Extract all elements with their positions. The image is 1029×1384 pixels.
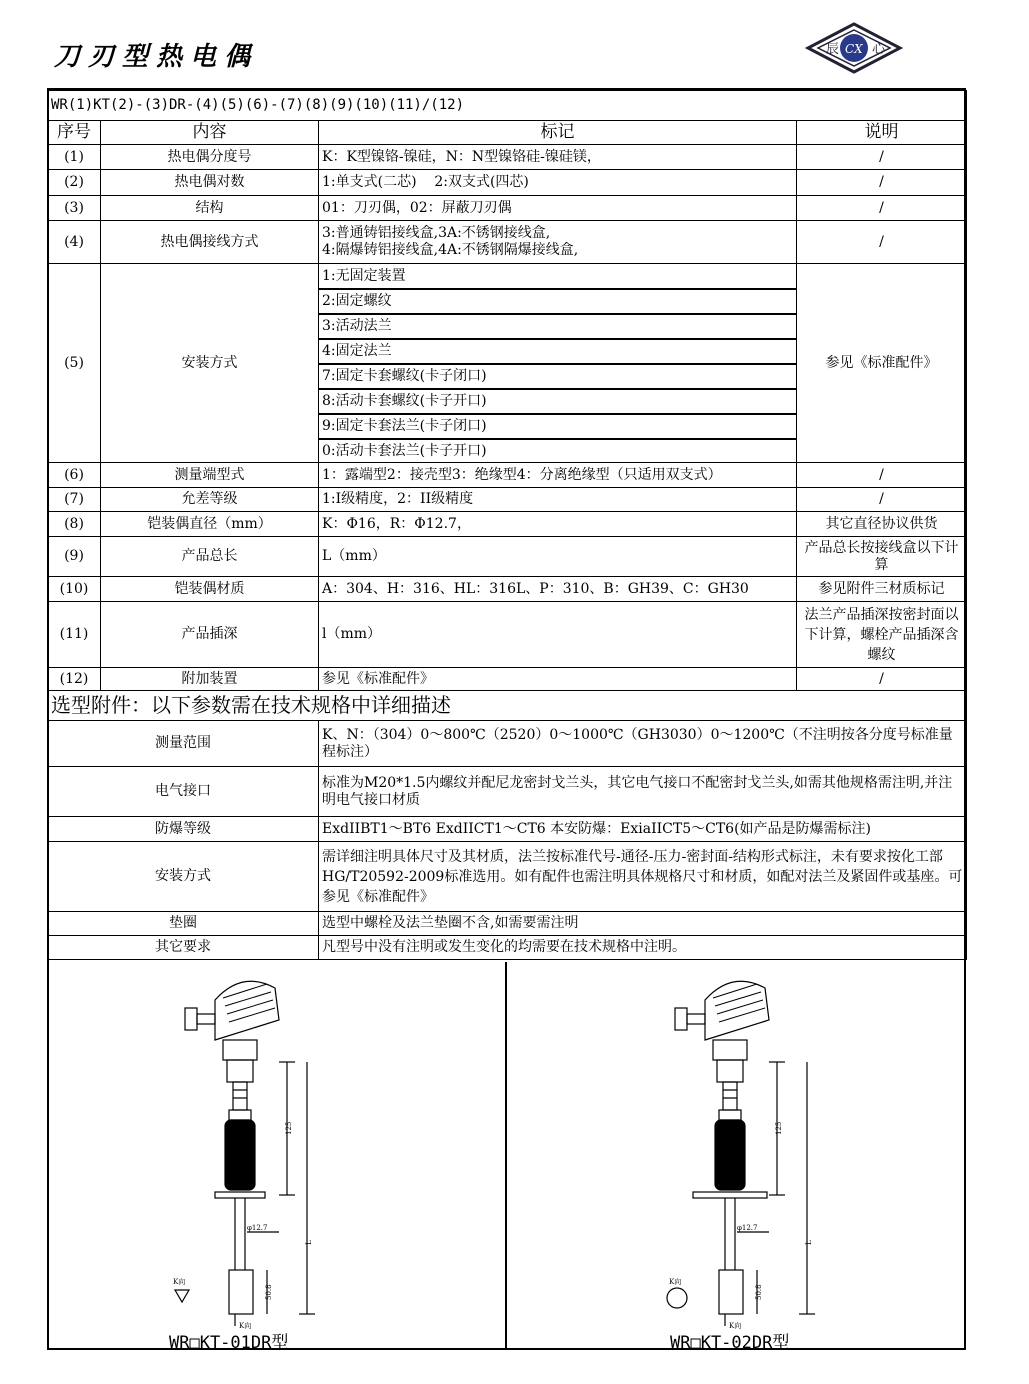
col-header-mark: 标记 [319,121,797,145]
row-mark: K：Φ16，R：Φ12.7， [319,512,797,537]
row-mark: L（mm） [319,537,797,577]
row-content: 允差等级 [101,488,319,512]
row-content: 测量端型式 [101,463,319,488]
drawings-panel [47,962,966,1353]
row-mark: 1:单支式(二芯) 2:双支式(四芯) [319,170,797,196]
mount-option: 8:活动卡套螺纹(卡子开口) [319,390,796,415]
acc-text: 需详细注明具体尺寸及其材质，法兰按标准代号-通径-压力-密封面-结构形式标注，未有要求按化工部HG/T20592-2009标准选用。如有配件也需注明具体规格尺寸和材质，如配对法兰及紧固件或基座。可参见《标准配件》 [319,842,967,912]
acc-label: 测量范围 [48,721,319,767]
flange [693,1192,767,1198]
row-no: (7) [48,488,101,512]
row-content: 安装方式 [101,264,319,463]
dim-l-label: L [305,1240,313,1245]
dim-phi-label: φ12.7 [247,1224,268,1232]
mark-line: 3:普通铸铝接线盒,3A:不锈钢接线盒, [322,225,551,241]
row-no: (6) [48,463,101,488]
acc-label: 其它要求 [48,936,319,960]
row-mark: l（mm） [319,602,797,668]
brand-logo [804,20,904,76]
row-no: (1) [48,145,101,170]
row-mark [319,221,797,264]
acc-text: ExdIIBT1～BT6 ExdIICT1～CT6 本安防爆：ExiaIICT5～CT6(如产品是防爆需标注) [319,817,967,842]
col-header-note: 说明 [797,121,967,145]
selection-table [47,90,967,960]
row-content: 铠装偶直径（mm） [101,512,319,537]
row-mark: 参见《标准配件》 [319,668,797,691]
accessories-title: 选型附件：以下参数需在技术规格中详细描述 [48,691,967,721]
row-note: / [797,145,967,170]
acc-text: 标准为M20*1.5内螺纹并配尼龙密封戈兰头，其它电气接口不配密封戈兰头,如需其他规格需注明,并注明电气接口材质 [319,767,967,817]
spring-section [225,1120,255,1190]
drawing-01dr [167,970,327,1330]
k-dir-label: K向 [669,1278,682,1286]
row-content: 产品插深 [101,602,319,668]
acc-label: 垫圈 [48,912,319,936]
k-view-marker [175,1290,189,1302]
acc-label: 防爆等级 [48,817,319,842]
row-no: (9) [48,537,101,577]
row-note: / [797,463,967,488]
mount-option: 2:固定螺纹 [319,290,796,315]
row-note: 法兰产品插深按密封面以下计算，螺栓产品插深含螺纹 [797,602,967,668]
row-content: 铠装偶材质 [101,577,319,602]
acc-text: 凡型号中没有注明或发生变化的均需要在技术规格中注明。 [319,936,967,960]
row-content: 附加装置 [101,668,319,691]
row-no: (5) [48,264,101,463]
flange [215,1192,265,1198]
row-mark [319,264,797,463]
dim-508-label: 50.8 [265,1284,273,1300]
row-content: 热电偶对数 [101,170,319,196]
drawings-divider [505,962,507,1350]
row-mark: K：K型镍铬-镍硅，N：N型镍铬硅-镍硅镁， [319,145,797,170]
k-view-marker [667,1288,687,1308]
logo-right-char: 心 [872,42,886,57]
row-note: 参见附件三材质标记 [797,577,967,602]
dim-508-label: 50.8 [755,1284,763,1300]
row-mark: A：304、H：316、HL：316L、P：310、B：GH39、C：GH30 [319,577,797,602]
drawing-02dr [657,970,827,1330]
row-content: 热电偶分度号 [101,145,319,170]
row-note: / [797,221,967,264]
row-no: (4) [48,221,101,264]
row-no: (10) [48,577,101,602]
mount-option: 3:活动法兰 [319,315,796,340]
spring-section [715,1120,745,1190]
logo-left-char: 辰 [826,42,840,57]
row-no: (11) [48,602,101,668]
row-note: / [797,668,967,691]
row-no: (8) [48,512,101,537]
mount-option: 0:活动卡套法兰(卡子开口) [322,443,487,459]
row-note: / [797,170,967,196]
row-note: / [797,488,967,512]
row-note: 参见《标准配件》 [797,264,967,463]
mount-option: 9:固定卡套法兰(卡子闭口) [319,415,796,440]
col-header-no: 序号 [48,121,101,145]
dim-phi-label: φ12.7 [737,1224,758,1232]
drawing-caption-01: WR□KT-01DR型 [169,1333,289,1353]
page-title: 刀刃型热电偶 [54,42,259,72]
row-no: (3) [48,196,101,221]
row-mark: 1:I级精度，2：II级精度 [319,488,797,512]
k-dir-bottom-label: K向 [239,1322,252,1330]
k-dir-bottom-label: K向 [729,1322,742,1330]
model-code: WR(1)KT(2)-(3)DR-(4)(5)(6)-(7)(8)(9)(10)(11)/(12) [48,91,967,121]
mount-option: 7:固定卡套螺纹(卡子闭口) [319,365,796,390]
row-content: 产品总长 [101,537,319,577]
acc-label: 安装方式 [48,842,319,912]
row-no: (12) [48,668,101,691]
row-note: 产品总长按接线盒以下计算 [797,537,967,577]
row-content: 结构 [101,196,319,221]
logo-mid-text: CX [845,42,863,56]
acc-text: 选型中螺栓及法兰垫圈不含,如需要需注明 [319,912,967,936]
mount-option: 4:固定法兰 [319,340,796,365]
acc-label: 电气接口 [48,767,319,817]
row-mark: 1：露端型2：接壳型3：绝缘型4：分离绝缘型（只适用双支式） [319,463,797,488]
row-content: 热电偶接线方式 [101,221,319,264]
row-note: / [797,196,967,221]
mount-option: 1:无固定装置 [319,264,796,290]
cable-gland-part [185,1008,197,1030]
row-no: (2) [48,170,101,196]
row-note: 其它直径协议供货 [797,512,967,537]
dim-125-label: 125 [285,1121,293,1135]
dim-125-label: 125 [775,1121,783,1135]
row-mark: 01：刀刃偶，02：屏蔽刀刃偶 [319,196,797,221]
drawing-caption-02: WR□KT-02DR型 [670,1333,790,1353]
dim-l-label: L [805,1240,813,1245]
mark-line: 4:隔爆铸铝接线盒,4A:不锈钢隔爆接线盒, [322,242,579,258]
acc-text: K、N：（304）0～800℃（2520）0～1000℃（GH3030）0～1200℃（不注明按各分度号标准量程标注） [319,721,967,767]
k-dir-label: K向 [173,1278,186,1286]
col-header-content: 内容 [101,121,319,145]
